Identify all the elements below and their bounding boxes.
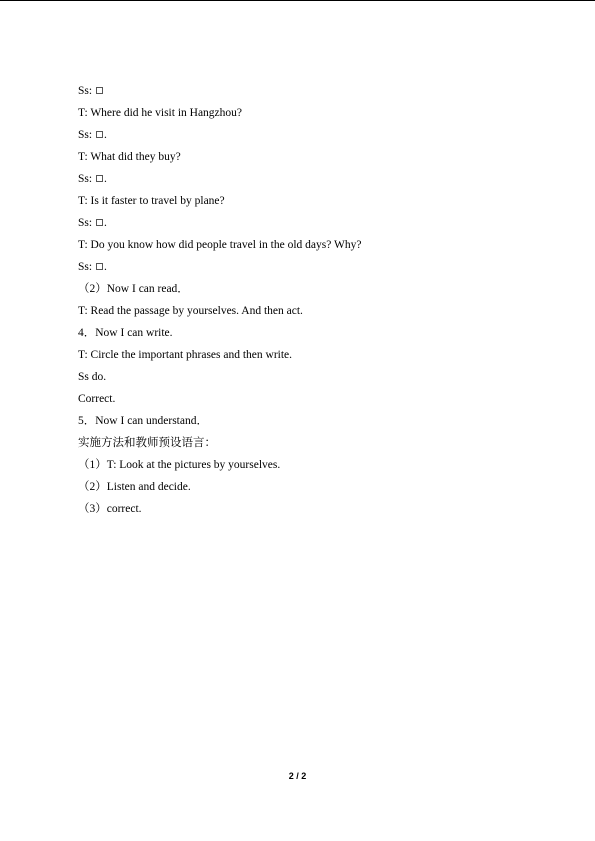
line-suffix: . xyxy=(103,217,107,229)
line-text: Ss: xyxy=(78,129,95,141)
line-text: Correct. xyxy=(78,393,116,405)
line-text: T: Read the passage by yourselves. And then act. xyxy=(78,305,303,317)
text-line xyxy=(78,476,538,498)
text-line xyxy=(78,256,538,278)
line-suffix: . xyxy=(103,173,107,185)
line-text: Ss: xyxy=(78,217,95,229)
page-number: 2 / 2 xyxy=(288,771,307,781)
text-line xyxy=(78,102,538,124)
text-line xyxy=(78,80,538,102)
text-line xyxy=(78,322,538,344)
text-line xyxy=(78,212,538,234)
line-text: T: Circle the important phrases and then write. xyxy=(78,349,293,361)
line-text: Ss do. xyxy=(78,371,107,383)
text-line xyxy=(78,432,538,454)
text-line xyxy=(78,410,538,432)
line-text: T: Where did he visit in Hangzhou? xyxy=(78,107,243,119)
line-text: Ss: xyxy=(78,85,95,97)
text-line xyxy=(78,388,538,410)
line-text: T: Is it faster to travel by plane? xyxy=(78,195,225,207)
line-text: （3）correct. xyxy=(78,503,142,515)
text-line xyxy=(78,454,538,476)
answer-box-icon xyxy=(96,219,103,226)
line-text: Ss: xyxy=(78,173,95,185)
text-line xyxy=(78,234,538,256)
text-line xyxy=(78,278,538,300)
text-line xyxy=(78,190,538,212)
line-text: 5．Now I can understand． xyxy=(78,415,208,427)
text-line xyxy=(78,168,538,190)
line-text: T: Do you know how did people travel in the old days? Why? xyxy=(78,239,362,251)
line-text: 实施方法和教师预设语言： xyxy=(78,437,216,449)
top-rule xyxy=(0,0,595,1)
line-text: 4．Now I can write. xyxy=(78,327,173,339)
answer-box-icon xyxy=(96,263,103,270)
document-body xyxy=(78,80,538,520)
text-line xyxy=(78,124,538,146)
line-suffix: . xyxy=(103,261,107,273)
line-text: Ss: xyxy=(78,261,95,273)
line-text: T: What did they buy? xyxy=(78,151,181,163)
answer-box-icon xyxy=(96,131,103,138)
text-line xyxy=(78,498,538,520)
text-line xyxy=(78,146,538,168)
text-line xyxy=(78,300,538,322)
line-text: （1）T: Look at the pictures by yourselves. xyxy=(78,459,281,471)
text-line xyxy=(78,344,538,366)
text-line xyxy=(78,366,538,388)
line-text: （2）Listen and decide. xyxy=(78,481,191,493)
line-text: （2）Now I can read． xyxy=(78,283,189,295)
answer-box-icon xyxy=(96,175,103,182)
answer-box-icon xyxy=(96,87,103,94)
line-suffix: . xyxy=(103,129,107,141)
